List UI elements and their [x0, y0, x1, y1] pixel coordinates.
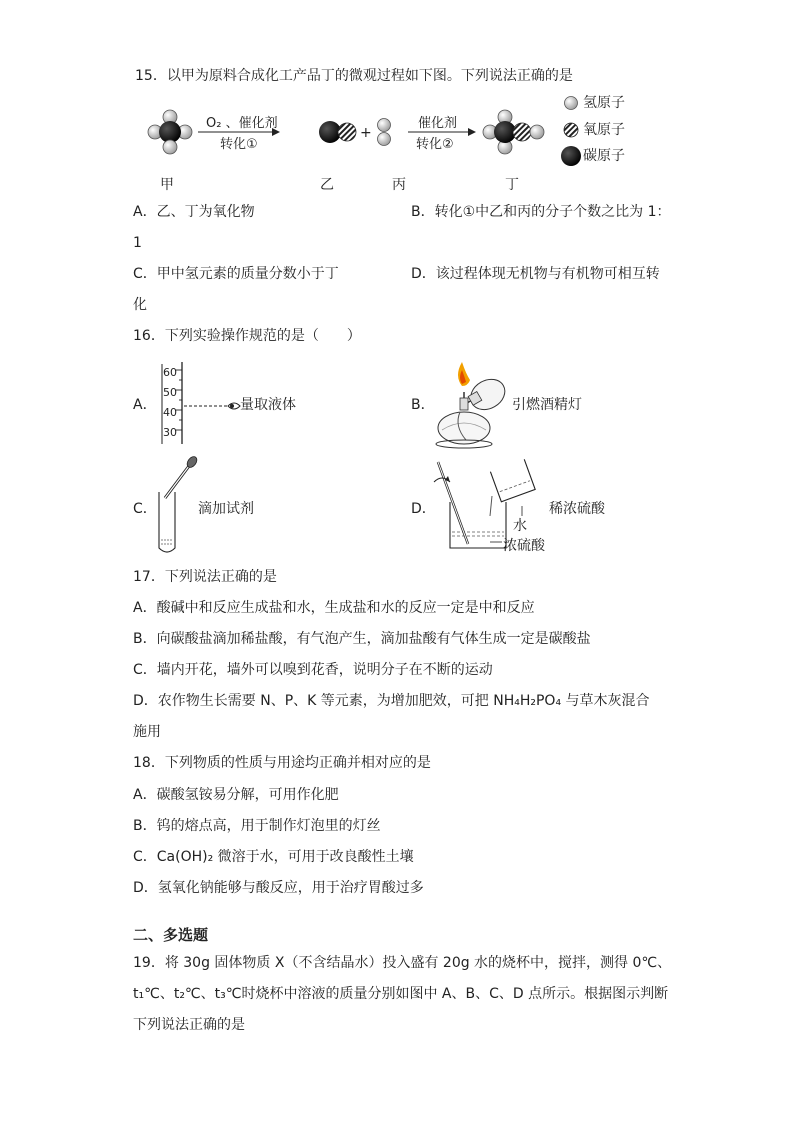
- legend-oxygen-label: 氧原子: [583, 122, 625, 138]
- q17-option-d-cont: 施用: [133, 724, 161, 740]
- legend-carbon-label: 碳原子: [583, 148, 625, 164]
- label-yi: 乙: [320, 177, 334, 193]
- eye-icon: [228, 403, 240, 409]
- q17-option-d: D．农作物生长需要 N、P、K 等元素，为增加肥效，可把 NH₄H₂PO₄ 与草木灰混合: [133, 693, 650, 709]
- q18-option-b: B．钨的熔点高，用于制作灯泡里的灯丝: [133, 818, 381, 834]
- q17-option-a: A．酸碱中和反应生成盐和水，生成盐和水的反应一定是中和反应: [133, 600, 535, 616]
- tick-60: 60: [163, 366, 177, 379]
- q16-b-letter: B．: [411, 397, 435, 413]
- tick-30: 30: [163, 426, 177, 439]
- dropper-icon: [165, 456, 199, 498]
- label-bing: 丙: [392, 177, 406, 193]
- molecule-yi: [319, 121, 356, 143]
- q19-line-2: t₁℃、t₂℃、t₃℃时烧杯中溶液的质量分别如图中 A、B、C、D 点所示。根据图示判断: [133, 986, 669, 1002]
- q16-d-letter: D．: [411, 501, 436, 517]
- arrow2-top-label: 催化剂: [418, 116, 458, 131]
- arrow1-top-label: O₂ 、催化剂: [206, 116, 278, 131]
- q16-c-caption: 滴加试剂: [198, 501, 254, 517]
- q18-option-a: A．碳酸氢铵易分解，可用作化肥: [133, 787, 339, 803]
- q18-option-c: C．Ca(OH)₂ 微溶于水，可用于改良酸性土壤: [133, 849, 414, 865]
- tick-40: 40: [163, 406, 177, 419]
- q18-option-d: D．氢氧化钠能够与酸反应，用于治疗胃酸过多: [133, 880, 424, 896]
- plus-sign: +: [360, 125, 372, 141]
- q16-d-caption: 稀浓硫酸: [549, 501, 605, 517]
- arrow2-bottom-label: 转化②: [416, 137, 454, 152]
- label-jia: 甲: [160, 177, 174, 193]
- q17-option-b: B．向碳酸盐滴加稀盐酸，有气泡产生，滴加盐酸有气体生成一定是碳酸盐: [133, 631, 591, 647]
- q16-c-letter: C．: [133, 501, 157, 517]
- section-multiple-choice-title: 二、多选题: [133, 926, 209, 944]
- q17-stem: 17．下列说法正确的是: [133, 569, 277, 585]
- molecule-jia: [148, 110, 192, 154]
- molecule-ding: [483, 110, 544, 154]
- q17-option-c: C．墙内开花，墙外可以嗅到花香，说明分子在不断的运动: [133, 662, 493, 678]
- q15-option-d: D．该过程体现无机物与有机物可相互转: [411, 266, 660, 282]
- q15-option-b-cont: 1: [133, 235, 142, 251]
- q18-stem: 18．下列物质的性质与用途均正确并相对应的是: [133, 755, 431, 771]
- legend-hydrogen-icon: [565, 97, 578, 110]
- q16-d-water-label: 水: [513, 518, 527, 534]
- molecule-bing: [378, 119, 391, 146]
- tick-50: 50: [163, 386, 177, 399]
- q16-a-letter: A．: [133, 397, 157, 413]
- q15-option-b: B．转化①中乙和丙的分子个数之比为 1：: [411, 204, 671, 220]
- q16-stem: 16．下列实验操作规范的是（ ）: [133, 328, 361, 344]
- legend-hydrogen-label: 氢原子: [583, 95, 625, 111]
- q16-d-acid-label: 浓硫酸: [503, 538, 545, 554]
- q16-a-caption: 量取液体: [240, 397, 296, 413]
- q15-option-c: C．甲中氢元素的质量分数小于丁: [133, 266, 339, 282]
- q19-line-1: 19．将 30g 固体物质 X（不含结晶水）投入盛有 20g 水的烧杯中，搅拌，测得 0℃、: [133, 955, 672, 971]
- legend-oxygen-icon: [564, 123, 578, 137]
- q16-b-caption: 引燃酒精灯: [512, 397, 582, 413]
- flame-icon: [458, 362, 470, 386]
- label-ding: 丁: [505, 177, 519, 193]
- arrow1-bottom-label: 转化①: [220, 137, 258, 152]
- alcohol-lamp-figure: [432, 358, 512, 453]
- legend-carbon-icon: [561, 146, 581, 166]
- q15-stem: 15．以甲为原料合成化工产品丁的微观过程如下图。下列说法正确的是: [135, 68, 573, 84]
- q15-option-a: A．乙、丁为氧化物: [133, 204, 255, 220]
- q15-option-d-cont: 化: [133, 297, 147, 313]
- q19-line-3: 下列说法正确的是: [133, 1017, 245, 1033]
